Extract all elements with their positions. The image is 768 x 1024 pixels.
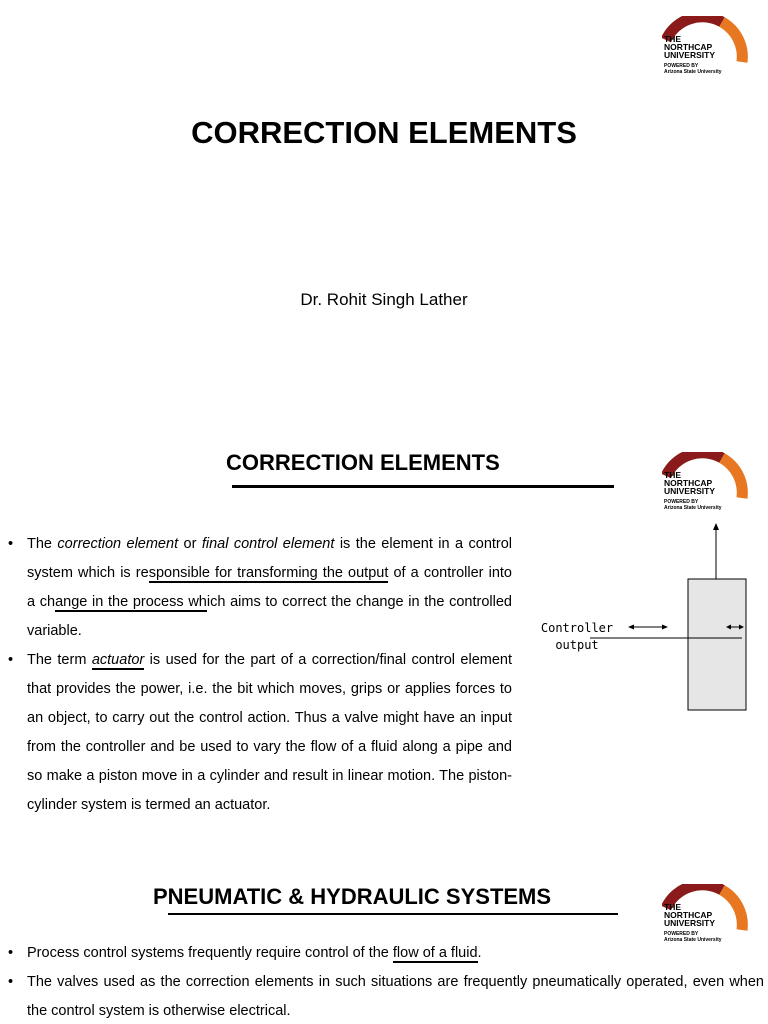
bullet-flow-control: • Process control systems frequently require control of the flow of a fluid. bbox=[8, 939, 764, 968]
bullet-list bbox=[8, 530, 512, 820]
logo-tagline: POWERED BY Arizona State University bbox=[664, 499, 722, 511]
underline-annotation: actuator bbox=[91, 652, 145, 668]
title-slide bbox=[0, 0, 768, 420]
bullet-dot: • bbox=[8, 945, 14, 961]
bullet-dot: • bbox=[8, 974, 14, 990]
logo-wordmark: THE NORTHCAP UNIVERSITY bbox=[664, 470, 716, 496]
logo-wordmark: THE NORTHCAP UNIVERSITY bbox=[664, 34, 716, 60]
logo-wordmark: THE NORTHCAP UNIVERSITY bbox=[664, 902, 716, 928]
bullet-valves: • The valves used as the correction elements in such situations are frequently pneumatically operated, even when the control system is otherwise electrical. bbox=[8, 968, 764, 1024]
northcap-logo bbox=[662, 452, 752, 518]
slide-heading: CORRECTION ELEMENTS bbox=[226, 450, 500, 475]
actuator-figure bbox=[540, 520, 768, 720]
bullet-dot: • bbox=[8, 536, 14, 552]
underline-annotation: ange in the process wh bbox=[55, 594, 207, 610]
bullet-correction-element: • The correction element or final control element is the element in a control system which is responsible for transforming the output of a controller into a change in the process which aims to correct the change in the controlled variable. bbox=[8, 530, 512, 646]
bullet-actuator: • The term actuator is used for the part of a correction/final control element that provides the power, i.e. the bit which moves, grips or applies forces to an object, to carry out the control action. Thus a valve might have an input from the controller and be used to vary the flow of a fluid along a pipe and so make a piston move in a cylinder and result in linear motion. The piston-cylinder system is termed an actuator. bbox=[8, 646, 512, 820]
logo-tagline: POWERED BY Arizona State University bbox=[664, 63, 722, 75]
bullet-list bbox=[8, 939, 764, 1024]
underline-annotation: flow of a fluid bbox=[392, 945, 478, 961]
slide-title: CORRECTION ELEMENTS bbox=[191, 115, 577, 150]
logo-tagline: POWERED BY Arizona State University bbox=[664, 931, 722, 943]
controller-output-label: Controller output bbox=[540, 621, 614, 652]
pneumatic-hydraulic-slide bbox=[0, 854, 768, 1024]
heading-underline bbox=[232, 485, 614, 488]
northcap-logo bbox=[662, 16, 752, 82]
heading-underline bbox=[168, 913, 618, 915]
correction-elements-slide bbox=[0, 420, 768, 854]
slide-heading: PNEUMATIC & HYDRAULIC SYSTEMS bbox=[153, 884, 552, 909]
underline-annotation: sponsible for transforming the output bbox=[148, 565, 389, 581]
bullet-dot: • bbox=[8, 652, 14, 668]
author-name: Dr. Rohit Singh Lather bbox=[300, 290, 468, 309]
